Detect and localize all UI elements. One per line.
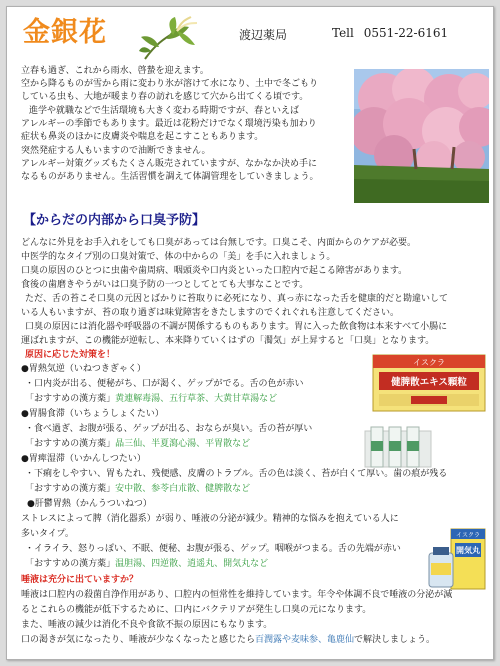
intro-line: 症状も鼻炎のほかに皮膚炎や喘息を起こすこともあります。 xyxy=(21,132,264,142)
svg-text:イスクラ: イスクラ xyxy=(413,358,445,367)
cause-remedy-line: 「おすすめの漢方薬」黄連解毒湯、五行草茶、大黄甘草湯など xyxy=(25,394,278,404)
cause-description: ・口内炎が出る、便秘がち、口が渇く、ゲップがでる。舌の色が赤い xyxy=(25,379,304,389)
cause-name: ●胃熱気逆（いねつきぎゃく） xyxy=(21,364,146,374)
section-paragraph: 運ばれますが、この機能が逆転し、本来降りていくはずの「濁気」が上昇すると「口臭」となります。 xyxy=(21,336,435,346)
svg-text:開気丸: 開気丸 xyxy=(456,546,480,555)
saliva-line: また、唾液の減少は消化不良や食欲不振の原因にもなります。 xyxy=(21,620,273,630)
intro-line: なるものがありません。生活習慣を調えて体調管理をしていきましょう。 xyxy=(21,172,319,182)
cause-name: ●胃痺湿滞（いかんしつたい） xyxy=(21,454,146,464)
cause-remedy-line: 「おすすめの漢方薬」安中散、参苓白朮散、健脾散など xyxy=(25,484,251,494)
section-paragraph: 食後の歯磨きやうがいは口臭予防の一つとしてとても大事なことです。 xyxy=(21,280,309,290)
cause-description: ストレスによって脾（消化器系）が弱り、唾液の分泌が減少。精神的な悩みを抱えている人に xyxy=(21,514,399,524)
cause-description: 多いタイプ。 xyxy=(21,529,74,539)
section-paragraph: 口臭の原因には消化器や呼吸器の不調が関係するものもあります。胃に入った飲食物は本来すべて小腸に xyxy=(25,322,448,332)
saliva-question: 唾液は充分に出ていますか？ xyxy=(21,575,139,585)
cause-description: ・下痢をしやすい、胃もたれ、残便感、皮膚のトラブル。舌の色は淡く、苔が白くて厚い。歯の痕が残る xyxy=(25,469,448,479)
section-heading: 【からだの内部から口臭予防】 xyxy=(23,213,206,228)
cause-remedy-line: 「おすすめの漢方薬」晶三仙、半夏瀉心湯、平胃散など xyxy=(25,439,251,449)
section-paragraph: 口臭の原因のひとつに虫歯や歯周病、咽頭炎や口内炎といった口腔内で起こる障害があります。 xyxy=(21,266,408,276)
intro-line: 立春も過ぎ、これから雨水、啓蟄を迎えます。 xyxy=(21,66,209,76)
cause-description: ・イライラ、怒りっぽい、不眠、便秘、お腹が張る、ゲップ。咽喉がつまる。舌の先端が赤い xyxy=(25,544,401,554)
saliva-line: 口の渇きが気になったり、唾液が少なくなったと感じたら百潤露や麦味参、亀鹿仙で解決しましょう。 xyxy=(21,635,436,645)
section-paragraph: 中医学的なタイプ別の口臭対策で、体の中からの「美」を手に入れましょう。 xyxy=(21,252,336,262)
cause-name: ●肝鬱胃熱（かんうついねつ） xyxy=(27,499,152,509)
newsletter-page xyxy=(6,6,494,660)
brand-title: 金銀花 xyxy=(23,17,107,48)
kaikigan-product-image xyxy=(425,527,487,591)
telephone: Tell 0551-22-6161 xyxy=(332,26,449,40)
svg-text:イスクラ: イスクラ xyxy=(456,532,480,539)
kenpisan-product-box-image xyxy=(371,353,487,413)
intro-line: アレルギー対策グッズもたくさん販売されていますが、なかなか決め手に xyxy=(21,159,317,169)
saliva-line: 唾液は口腔内の殺菌自浄作用があり、口腔内の恒常性を維持しています。年令や体調不良で唾液の分泌が減 xyxy=(21,590,453,600)
store-name: 渡辺薬局 xyxy=(239,28,288,42)
intro-line: アレルギーの季節でもあります。最近は花粉だけでなく環境汚染も加わり xyxy=(21,119,317,129)
saliva-line: るとこれらの機能が低下するために、口内にバクテリアが発生し口臭の元になります。 xyxy=(21,605,372,615)
cause-description: ・食べ過ぎ、お腹が張る、ゲップが出る、おならが臭い。舌の苔が厚い xyxy=(25,424,313,434)
cause-name: ●胃腸食滞（いちょうしょくたい） xyxy=(21,409,164,419)
section-paragraph: どんなに外見をお手入れをしても口臭があっては台無しです。口臭こそ、内面からのケアが必要。 xyxy=(21,238,417,248)
honeysuckle-flower-icon xyxy=(137,15,199,63)
sachet-packets-image xyxy=(361,421,435,471)
intro-line: 突然発症する人もいますので油断できません。 xyxy=(21,146,211,156)
intro-line: している虫も、大地が暖まり春の訪れを感じて穴から出てくる頃です。 xyxy=(21,92,309,102)
cherry-blossom-photo xyxy=(354,69,489,203)
causes-title: 原因に応じた対策を！ xyxy=(25,350,116,360)
section-paragraph: いる人もいますが、苔の取り過ぎは味覚障害をきたしますのでくれぐれも注意してください。 xyxy=(21,308,400,318)
section-paragraph: ただ、舌の苔こそ口臭の元因とばかりに苔取りに必死になり、真っ赤になった舌を健康的だと勘違いして xyxy=(25,294,449,304)
svg-text:健脾散エキス顆粒: 健脾散エキス顆粒 xyxy=(391,377,467,388)
intro-line: 進学や就職などで生活環境も大きく変わる時期ですが、春といえば xyxy=(29,106,300,116)
cause-remedy-line: 「おすすめの漢方薬」温胆湯、四逆散、逍遥丸、開気丸など xyxy=(25,559,269,569)
intro-line: 空から降るものが雪から雨に変わり氷が溶けて水になり、土中で冬ごもり xyxy=(21,79,319,89)
